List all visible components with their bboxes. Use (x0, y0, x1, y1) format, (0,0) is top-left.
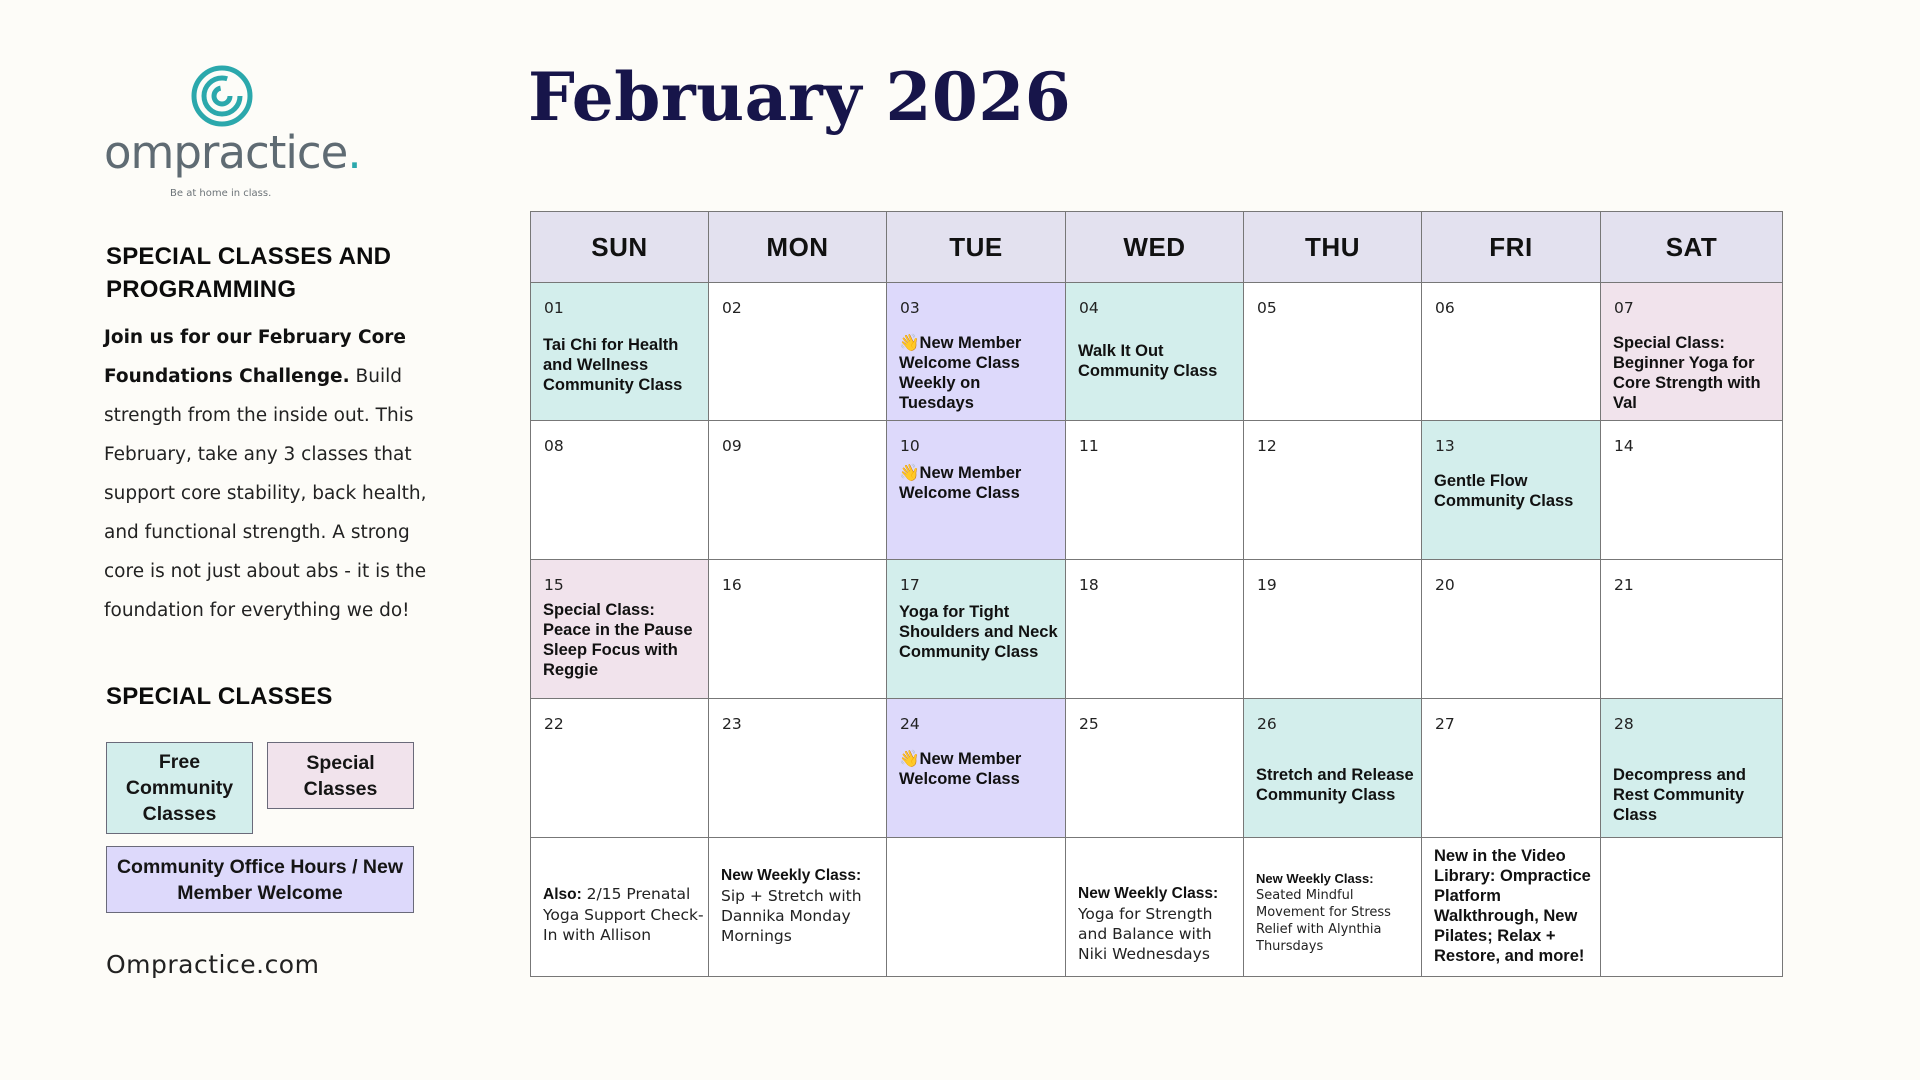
note-label: New Weekly Class: (721, 867, 862, 884)
day-header-thu: THU (1244, 212, 1422, 283)
day-cell[interactable] (709, 421, 887, 560)
day-cell[interactable] (709, 699, 887, 838)
calendar-grid (530, 211, 1783, 977)
month-title: February 2026 (528, 58, 1072, 136)
legend-special-classes: Special Classes (267, 742, 414, 809)
day-number: 20 (1435, 576, 1455, 594)
day-number: 01 (544, 299, 564, 317)
note-text: Seated Mindful Movement for Stress Relief with Alynthia Thursdays (1256, 888, 1391, 954)
note-label: New Weekly Class: (1078, 885, 1219, 902)
weekly-note (1078, 884, 1239, 964)
day-cell[interactable] (531, 421, 709, 560)
day-cell[interactable] (1244, 560, 1422, 699)
weekly-note (721, 866, 882, 946)
day-number: 24 (900, 715, 920, 733)
day-cell[interactable] (887, 560, 1066, 699)
note-text: Sip + Stretch with Dannika Monday Mornings (721, 887, 862, 945)
event-label: New Member Welcome Class Weekly on Tuesdays (899, 334, 1022, 412)
weekly-note-cell (887, 838, 1066, 977)
day-number: 21 (1614, 576, 1634, 594)
day-cell[interactable] (887, 283, 1066, 421)
day-number: 12 (1257, 437, 1277, 455)
day-cell[interactable] (709, 560, 887, 699)
event-title[interactable] (1078, 341, 1237, 381)
weekly-note (1256, 870, 1417, 955)
event-title[interactable] (899, 333, 1059, 413)
day-number: 27 (1435, 715, 1455, 733)
day-cell[interactable] (531, 283, 709, 421)
weekly-note-cell (1066, 838, 1244, 977)
day-number: 16 (722, 576, 742, 594)
event-title[interactable] (543, 335, 702, 395)
day-cell[interactable] (1422, 283, 1601, 421)
day-header-wed: WED (1066, 212, 1244, 283)
day-number: 09 (722, 437, 742, 455)
day-number: 19 (1257, 576, 1277, 594)
day-cell[interactable] (1422, 421, 1601, 560)
day-number: 15 (544, 576, 564, 594)
day-number: 17 (900, 576, 920, 594)
note-text: Yoga for Strength and Balance with Niki Wednesdays (1078, 905, 1213, 963)
event-title[interactable] (899, 463, 1059, 503)
event-title[interactable] (1613, 333, 1776, 413)
day-header-sun: SUN (531, 212, 709, 283)
weekly-note-cell (531, 838, 709, 977)
day-cell[interactable] (1066, 699, 1244, 838)
special-classes-heading: SPECIAL CLASSES (106, 683, 333, 710)
event-label: Special Class: Peace in the Pause Sleep Focus with Reggie (543, 601, 693, 679)
website-link[interactable]: Ompractice.com (106, 950, 320, 979)
note-label: Also: (543, 886, 582, 903)
event-label: New Member Welcome Class (899, 750, 1022, 788)
event-label: Tai Chi for Health and Wellness Community Class (543, 336, 683, 394)
day-cell[interactable] (1601, 421, 1783, 560)
day-cell[interactable] (887, 699, 1066, 838)
brand-logo (104, 64, 361, 204)
waving-hand-icon: 👋 (899, 334, 920, 352)
day-cell[interactable] (887, 421, 1066, 560)
challenge-intro (104, 318, 454, 630)
day-number: 18 (1079, 576, 1099, 594)
day-number: 07 (1614, 299, 1634, 317)
day-number: 02 (722, 299, 742, 317)
ompractice-logo-icon (190, 64, 254, 128)
day-number: 03 (900, 299, 920, 317)
weekly-note (543, 884, 704, 945)
event-title[interactable] (1256, 765, 1415, 805)
day-cell[interactable] (531, 699, 709, 838)
note-label: New in the Video Library: Ompractice Platform Walkthrough, New Pilates; Relax + Restore, and more! (1434, 847, 1591, 965)
day-number: 06 (1435, 299, 1455, 317)
day-header-fri: FRI (1422, 212, 1601, 283)
event-title[interactable] (543, 600, 702, 680)
note-text: 2/15 Prenatal Yoga Support Check-In with Allison (543, 885, 704, 944)
brand-tagline: Be at home in class. (170, 188, 272, 199)
day-number: 26 (1257, 715, 1277, 733)
event-label: Special Class: Beginner Yoga for Core Strength with Val (1613, 334, 1761, 412)
waving-hand-icon: 👋 (899, 750, 920, 768)
event-label: Yoga for Tight Shoulders and Neck Community Class (899, 603, 1058, 661)
day-number: 13 (1435, 437, 1455, 455)
day-cell[interactable] (1601, 283, 1783, 421)
event-title[interactable] (899, 602, 1059, 662)
intro-text: Build strength from the inside out. This February, take any 3 classes that support core stability, back health, and functional strength. A strong core is not just about abs - it is the foundation for everything we do! (104, 366, 427, 621)
event-title[interactable] (1613, 765, 1776, 825)
day-cell[interactable] (1066, 560, 1244, 699)
brand-name: ompractice. (104, 126, 361, 179)
waving-hand-icon: 👋 (899, 464, 920, 482)
day-cell[interactable] (1422, 699, 1601, 838)
day-cell[interactable] (531, 560, 709, 699)
day-cell[interactable] (1066, 283, 1244, 421)
event-label: New Member Welcome Class (899, 464, 1022, 502)
day-cell[interactable] (1244, 283, 1422, 421)
day-cell[interactable] (1244, 421, 1422, 560)
day-number: 25 (1079, 715, 1099, 733)
day-number: 23 (722, 715, 742, 733)
day-cell[interactable] (709, 283, 887, 421)
event-title[interactable] (1434, 471, 1594, 511)
legend-free-community: Free Community Classes (106, 742, 253, 834)
event-label: Walk It Out Community Class (1078, 342, 1218, 380)
weekly-note (1434, 846, 1596, 966)
day-number: 11 (1079, 437, 1099, 455)
day-header-mon: MON (709, 212, 887, 283)
day-number: 04 (1079, 299, 1099, 317)
weekly-note-cell (1601, 838, 1783, 977)
weekly-note-cell (1422, 838, 1601, 977)
legend-office-hours: Community Office Hours / New Member Welcome (106, 846, 414, 913)
day-number: 22 (544, 715, 564, 733)
day-number: 14 (1614, 437, 1634, 455)
day-cell[interactable] (1601, 560, 1783, 699)
day-header-sat: SAT (1601, 212, 1783, 283)
day-number: 10 (900, 437, 920, 455)
note-label: New Weekly Class: (1256, 871, 1374, 886)
day-number: 08 (544, 437, 564, 455)
day-cell[interactable] (1244, 699, 1422, 838)
day-number: 28 (1614, 715, 1634, 733)
weekly-note-cell (1244, 838, 1422, 977)
day-cell[interactable] (1422, 560, 1601, 699)
programming-heading: SPECIAL CLASSES AND PROGRAMMING (106, 243, 392, 303)
event-label: Stretch and Release Community Class (1256, 766, 1414, 804)
event-title[interactable] (899, 749, 1059, 789)
day-header-tue: TUE (887, 212, 1066, 283)
day-number: 05 (1257, 299, 1277, 317)
event-label: Gentle Flow Community Class (1434, 472, 1574, 510)
day-cell[interactable] (1601, 699, 1783, 838)
day-cell[interactable] (1066, 421, 1244, 560)
weekly-note-cell (709, 838, 887, 977)
intro-bold: Join us for our February Core Foundations Challenge. (104, 327, 406, 387)
event-label: Decompress and Rest Community Class (1613, 766, 1746, 824)
